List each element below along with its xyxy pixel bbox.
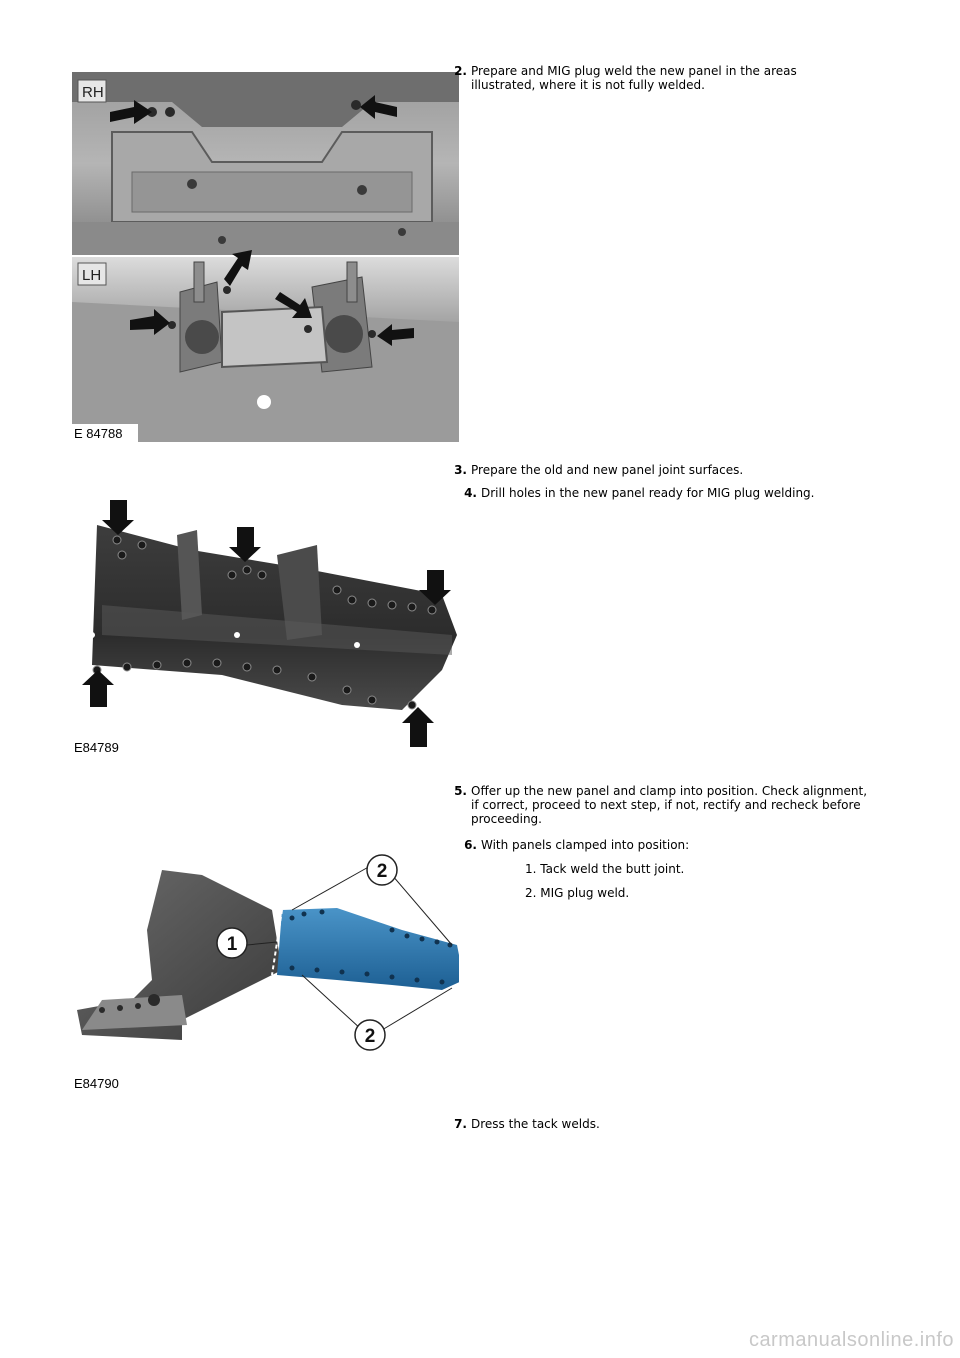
callout-2-top: 2 bbox=[376, 861, 388, 882]
figure-e84789 bbox=[72, 495, 459, 753]
watermark: carmanualsonline.info bbox=[748, 1329, 954, 1351]
callout-2-bottom: 2 bbox=[364, 1026, 376, 1047]
callout-1: 1 bbox=[226, 934, 238, 955]
step-7: 7. Dress the tack welds. bbox=[454, 1117, 600, 1131]
substep-2: 2. MIG plug weld. bbox=[525, 886, 630, 900]
step-6: 6. With panels clamped into position: bbox=[464, 838, 690, 852]
rh-label: RH bbox=[82, 84, 104, 101]
figure-e84788 bbox=[72, 72, 459, 442]
step-5: 5. Offer up the new panel and clamp into position. Check alignment, if correct, proceed to next step, if not, rectify and recheck before proceeding. bbox=[454, 784, 868, 826]
figure-id-e84789: E84789 bbox=[74, 740, 119, 755]
step-3: 3. Prepare the old and new panel joint surfaces. bbox=[454, 463, 744, 477]
figure-id-e84790: E84790 bbox=[74, 1076, 119, 1091]
step-4: 4. Drill holes in the new panel ready for MIG plug welding. bbox=[464, 486, 815, 500]
step-2: 2. Prepare and MIG plug weld the new panel in the areas illustrated, where it is not fully welded. bbox=[454, 64, 797, 92]
lh-label: LH bbox=[82, 267, 102, 284]
figure-id-e84788: E 84788 bbox=[74, 426, 123, 441]
substep-1: 1. Tack weld the butt joint. bbox=[525, 862, 685, 876]
figure-e84790 bbox=[72, 850, 459, 1070]
